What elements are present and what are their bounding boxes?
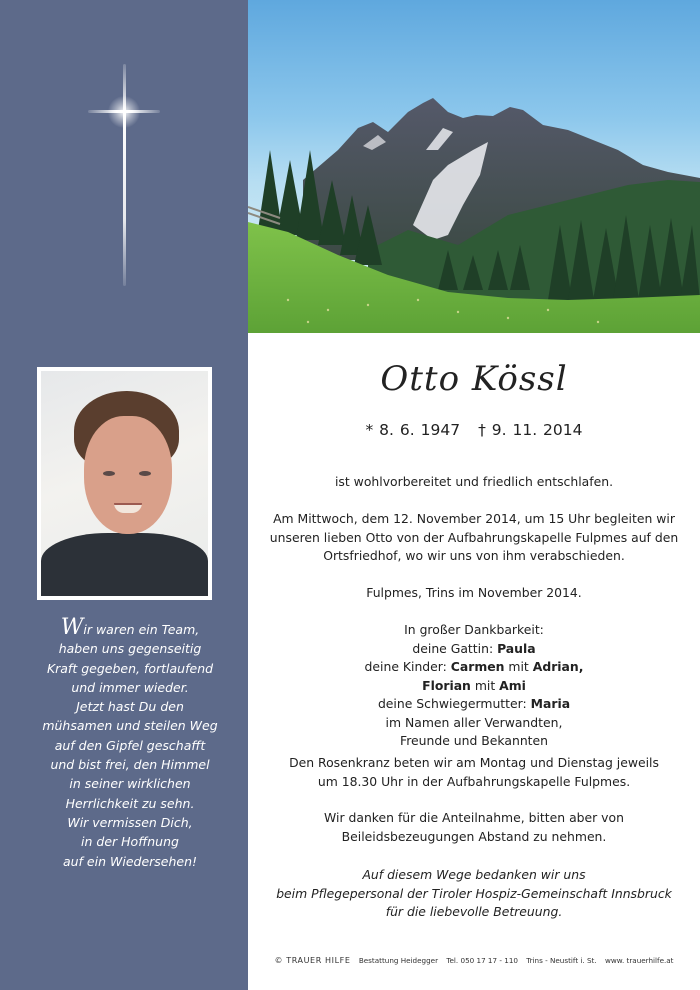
hospice-thanks: Auf diesem Wege bedanken wir uns beim Pflegepersonal der Tiroler Hospiz-Gemeinschaft Innsbruck für die liebevolle Betreuung. <box>276 867 672 919</box>
portrait-eye-right <box>139 471 151 476</box>
portrait-frame <box>37 367 212 600</box>
poem-line: Jetzt hast Du den <box>76 699 184 715</box>
birth-symbol: * <box>365 421 374 439</box>
passing-statement: ist wohlvorbereitet und friedlich entschlafen. <box>334 474 614 489</box>
place-date: Fulpmes, Trins im November 2014. <box>366 585 582 600</box>
mourner-mother-in-law: deine Schwiegermutter: Maria <box>377 696 571 711</box>
birth-date: 8. 6. 1947 <box>379 421 461 439</box>
poem-line: Kraft gegeben, fortlaufend <box>46 660 214 676</box>
poem-line: Herrlichkeit zu sehn. <box>65 795 195 811</box>
footer-website[interactable]: www. trauerhilfe.at <box>604 956 674 965</box>
footer-phone: Tel. 050 17 17 - 110 <box>446 956 518 965</box>
death-date: 9. 11. 2014 <box>491 421 583 439</box>
cross-icon <box>88 64 160 289</box>
poem-line: in seiner wirklichen <box>69 776 191 792</box>
poem-line: auf ein Wiedersehen! <box>62 853 198 869</box>
poem-line: Wir waren ein Team, <box>60 615 200 640</box>
thanks-notice: Wir danken für die Anteilnahme, bitten aber von Beileidsbezeugungen Abstand zu nehmen. <box>324 810 624 844</box>
landscape-drawing <box>248 0 700 333</box>
mourner-children-2: Florian mit Ami <box>422 677 526 693</box>
portrait-photo <box>41 371 208 596</box>
mourner-wife: deine Gattin: Paula <box>412 640 536 656</box>
footer-location: Trins - Neustift i. St. <box>526 956 597 965</box>
life-dates <box>248 421 700 439</box>
mountain-landscape-image <box>248 0 700 333</box>
footer-undertaker: Bestattung Heidegger <box>358 956 439 965</box>
poem-line: Wir vermissen Dich, <box>67 814 193 830</box>
funeral-notice: Am Mittwoch, dem 12. November 2014, um 15 Uhr begleiten wir unseren lieben Otto von der Aufbahrungskapelle Fulpmes auf den Ortsfriedhof, wo wir uns von ihm verabschieden. <box>269 511 679 563</box>
poem-line: auf den Gipfel geschafft <box>54 737 206 753</box>
portrait-eye-left <box>103 471 115 476</box>
poem-line: in der Hoffnung <box>81 834 179 850</box>
footer <box>258 956 690 965</box>
poem-line: und immer wieder. <box>71 679 189 695</box>
memorial-poem <box>20 615 240 871</box>
footer-brand: © TRAUER HILFE <box>274 956 351 965</box>
sidebar <box>0 0 248 990</box>
obituary-text <box>248 333 700 990</box>
portrait-face <box>84 416 172 534</box>
rosary-notice: Den Rosenkranz beten wir am Montag und Dienstag jeweils um 18.30 Uhr in der Aufbahrungskapelle Fulpmes. <box>289 755 659 789</box>
cross-glow <box>108 96 140 128</box>
death-symbol: † <box>478 421 486 439</box>
portrait-sweater <box>41 533 208 596</box>
poem-line: mühsamen und steilen Weg <box>42 718 218 734</box>
poem-line: und bist frei, den Himmel <box>50 757 210 773</box>
mourners-list: In großer Dankbarkeit: deine Gattin: Paula deine Kinder: Carmen mit Adrian, Florian mit Ami deine Schwiegermutter: Maria im Namen aller Verwandten, Freunde und Bekannten <box>258 621 690 751</box>
poem-line: haben uns gegenseitig <box>58 641 202 657</box>
deceased-name: Otto Kössl <box>380 359 568 399</box>
poem-initial: W <box>60 615 84 640</box>
mourner-children: deine Kinder: Carmen mit Adrian, <box>364 659 584 674</box>
